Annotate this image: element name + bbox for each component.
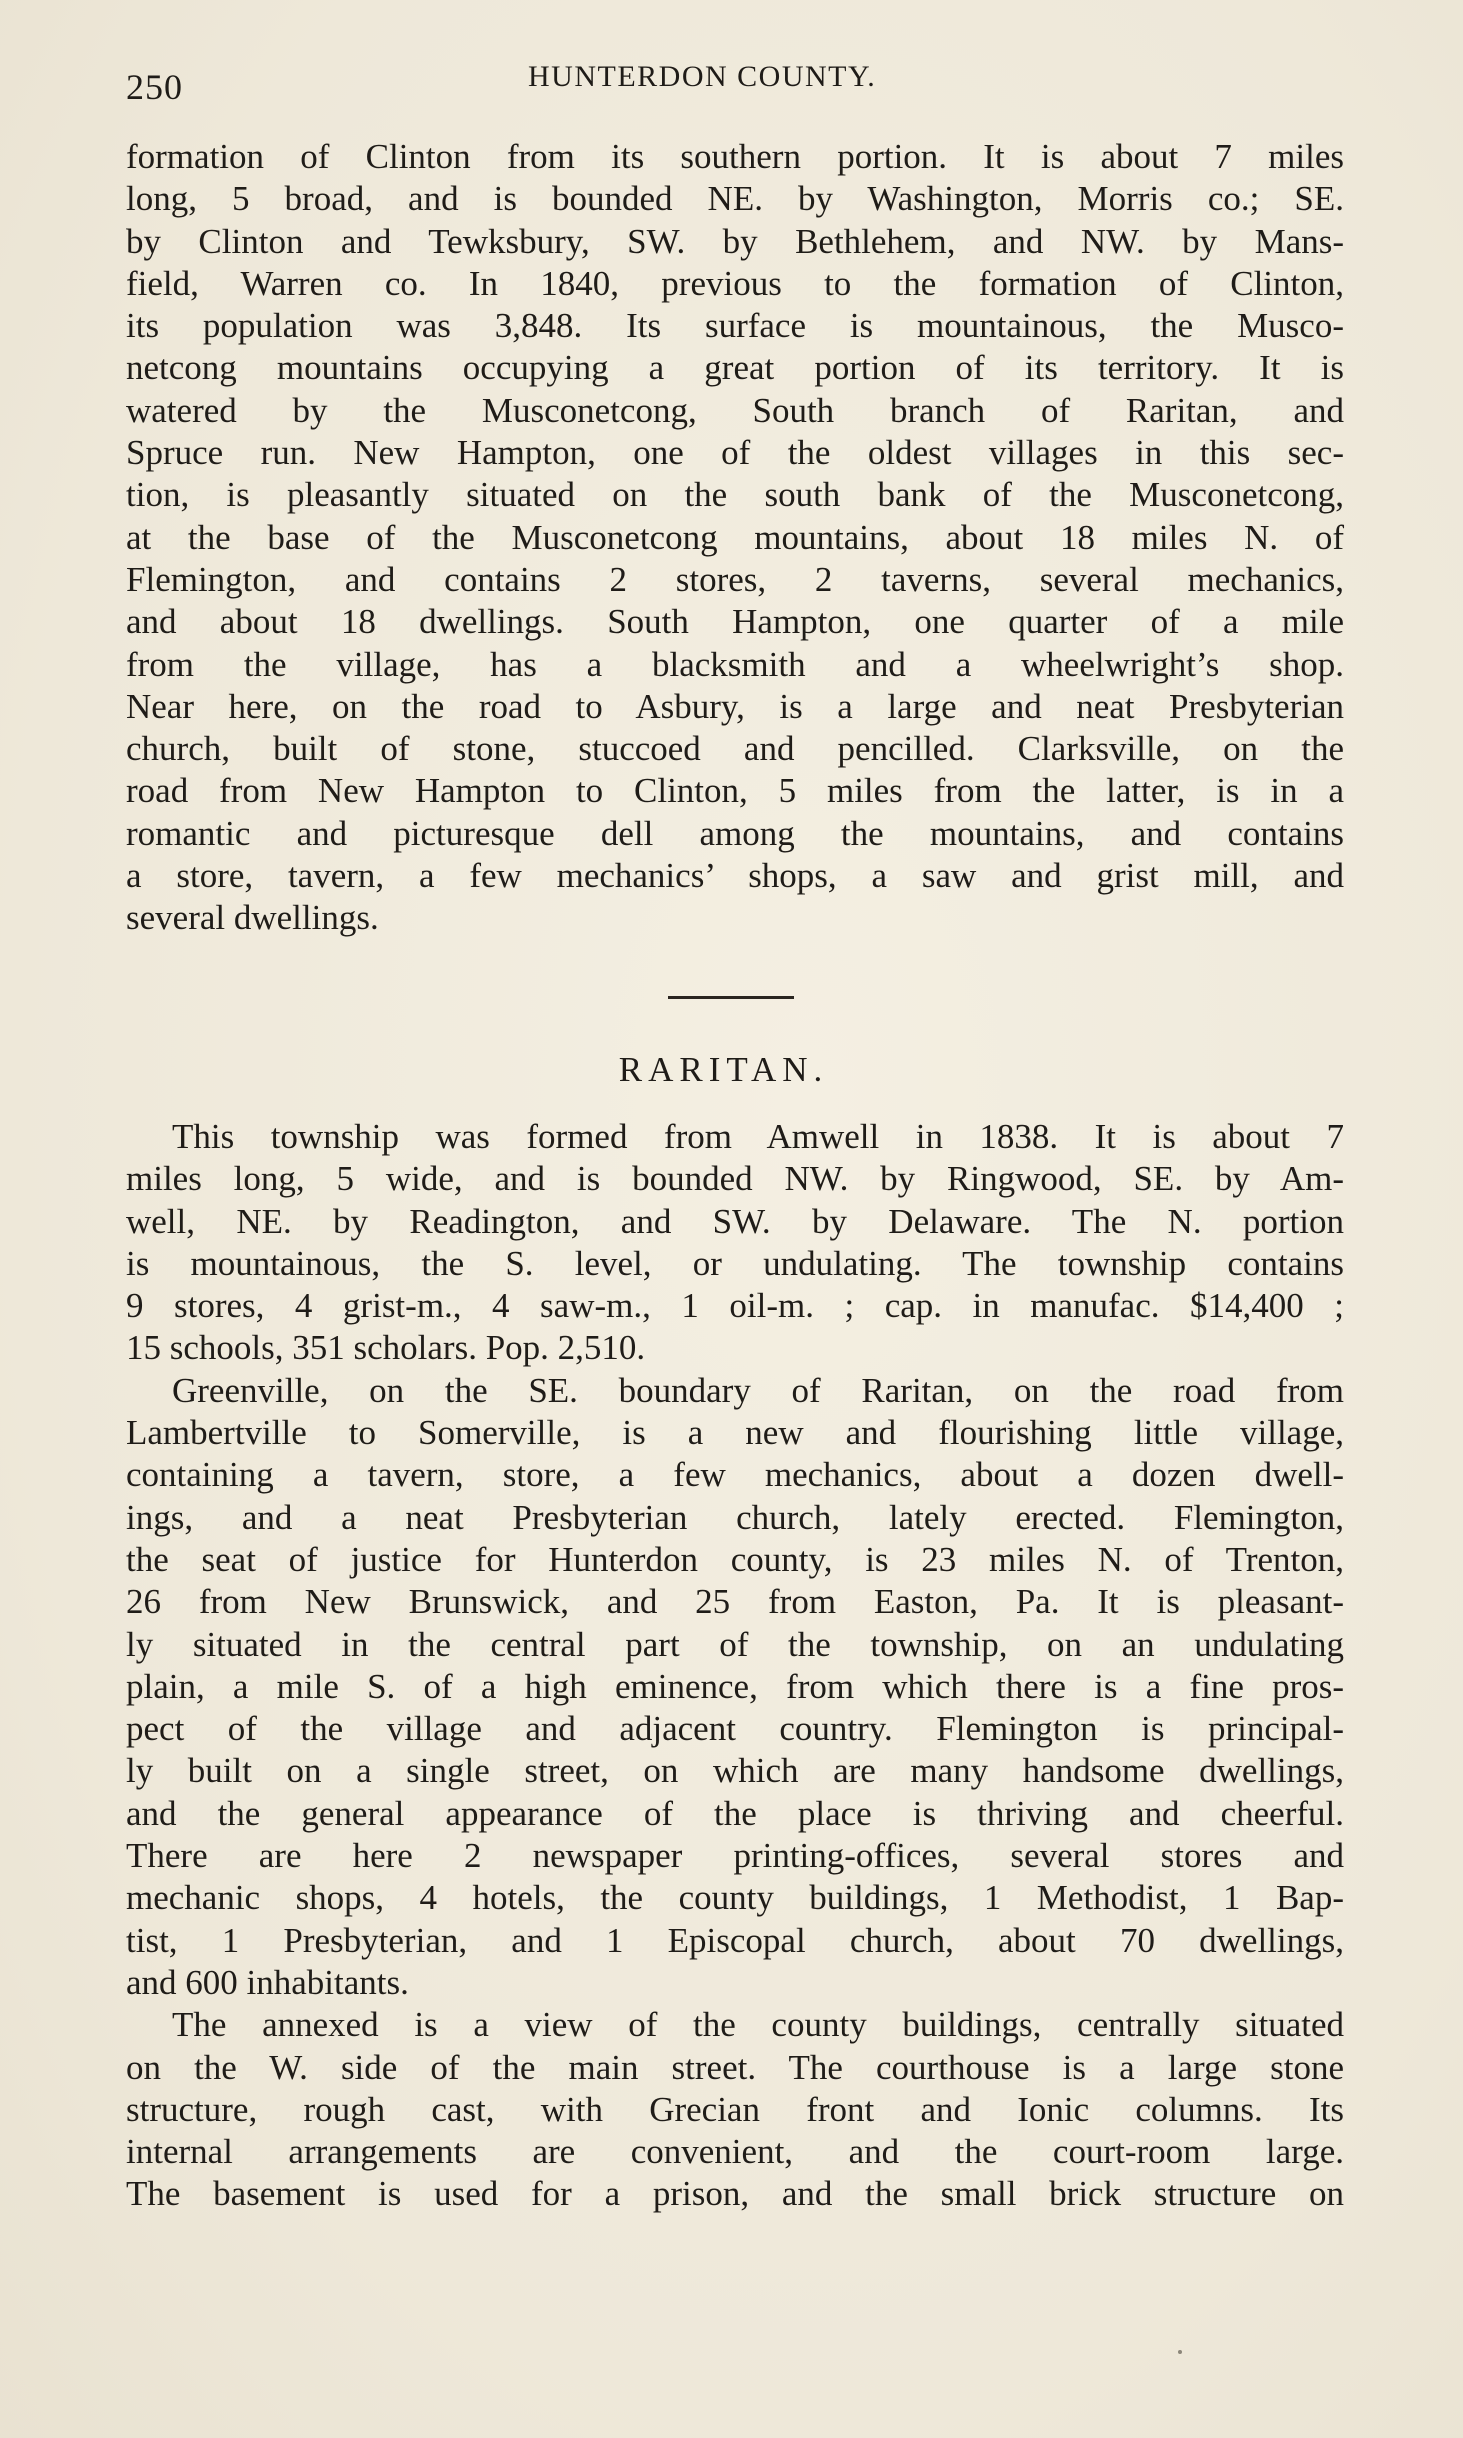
text-line: long, 5 broad, and is bounded NE. by Washington, Morris co.; SE. — [126, 179, 1344, 219]
text-line: well, NE. by Readington, and SW. by Delaware. The N. portion — [126, 1201, 1344, 1241]
text-line: pect of the village and adjacent country. Flemington is principal- — [126, 1709, 1344, 1749]
text-line: structure, rough cast, with Grecian front and Ionic columns. Its — [126, 2089, 1344, 2129]
text-line: There are here 2 newspaper printing-offices, several stores and — [126, 1836, 1344, 1876]
text-line: romantic and picturesque dell among the mountains, and contains — [126, 813, 1344, 853]
text-line: The annexed is a view of the county buildings, centrally situated — [172, 2005, 1344, 2045]
text-line: a store, tavern, a few mechanics’ shops, a saw and grist mill, and — [126, 856, 1344, 896]
page-header — [126, 58, 1346, 108]
text-line: on the W. side of the main street. The courthouse is a large stone — [126, 2047, 1344, 2087]
section-title — [0, 1050, 1463, 1090]
text-line: church, built of stone, stuccoed and pencilled. Clarksville, on the — [126, 729, 1344, 769]
text-line: containing a tavern, store, a few mechanics, about a dozen dwell- — [126, 1455, 1344, 1495]
text-line: tion, is pleasantly situated on the south bank of the Musconetcong, — [126, 475, 1344, 515]
text-line: ly situated in the central part of the township, on an undulating — [126, 1624, 1344, 1664]
text-line: Near here, on the road to Asbury, is a large and neat Presbyterian — [126, 686, 1344, 726]
text-line: at the base of the Musconetcong mountains, about 18 miles N. of — [126, 517, 1344, 557]
text-line: ly built on a single street, on which are many handsome dwellings, — [126, 1751, 1344, 1791]
text-line: This township was formed from Amwell in 1838. It is about 7 — [172, 1117, 1344, 1156]
text-line: Spruce run. New Hampton, one of the oldest villages in this sec- — [126, 433, 1344, 473]
text-line: Greenville, on the SE. boundary of Raritan, on the road from — [172, 1370, 1344, 1410]
raritan-section-body — [126, 1116, 1344, 2216]
text-line: and the general appearance of the place is thriving and cheerful. — [126, 1793, 1344, 1833]
paper-speck — [1178, 2350, 1182, 2354]
page-number: 250 — [126, 67, 183, 107]
text-line: formation of Clinton from its southern portion. It is about 7 miles — [126, 137, 1344, 176]
text-line: 9 stores, 4 grist-m., 4 saw-m., 1 oil-m. ; cap. in manufac. $14,400 ; — [126, 1286, 1344, 1326]
text-line: 15 schools, 351 scholars. Pop. 2,510. — [126, 1328, 646, 1368]
section-title-text: RARITAN. — [618, 1050, 829, 1089]
text-line: its population was 3,848. Its surface is mountainous, the Musco- — [126, 306, 1344, 346]
text-line: road from New Hampton to Clinton, 5 miles from the latter, is in a — [126, 771, 1344, 811]
continued-paragraph — [126, 136, 1344, 940]
text-line: from the village, has a blacksmith and a wheelwright’s shop. — [126, 644, 1344, 684]
text-line: by Clinton and Tewksbury, SW. by Bethlehem, and NW. by Mans- — [126, 221, 1344, 261]
text-line: tist, 1 Presbyterian, and 1 Episcopal church, about 70 dwellings, — [126, 1920, 1344, 1960]
running-head: HUNTERDON COUNTY. — [528, 60, 877, 93]
text-line: The basement is used for a prison, and the small brick structure on — [126, 2174, 1344, 2214]
section-divider-rule — [668, 996, 794, 999]
text-line: miles long, 5 wide, and is bounded NW. by Ringwood, SE. by Am- — [126, 1159, 1344, 1199]
text-line: ings, and a neat Presbyterian church, lately erected. Flemington, — [126, 1497, 1344, 1537]
text-line: netcong mountains occupying a great portion of its territory. It is — [126, 348, 1344, 388]
text-line: and about 18 dwellings. South Hampton, one quarter of a mile — [126, 602, 1344, 642]
text-line: the seat of justice for Hunterdon county, is 23 miles N. of Trenton, — [126, 1539, 1344, 1579]
text-line: 26 from New Brunswick, and 25 from Easton, Pa. It is pleasant- — [126, 1582, 1344, 1622]
text-line: Lambertville to Somerville, is a new and flourishing little village, — [126, 1413, 1344, 1453]
text-line: watered by the Musconetcong, South branch of Raritan, and — [126, 390, 1344, 430]
text-line: and 600 inhabitants. — [126, 1962, 409, 2002]
text-line: Flemington, and contains 2 stores, 2 taverns, several mechanics, — [126, 559, 1344, 599]
text-line: several dwellings. — [126, 898, 379, 938]
text-line: field, Warren co. In 1840, previous to the formation of Clinton, — [126, 263, 1344, 303]
text-line: is mountainous, the S. level, or undulating. The township contains — [126, 1243, 1344, 1283]
text-line: plain, a mile S. of a high eminence, from which there is a fine pros- — [126, 1666, 1344, 1706]
text-line: internal arrangements are convenient, and the court-room large. — [126, 2132, 1344, 2172]
text-line: mechanic shops, 4 hotels, the county buildings, 1 Methodist, 1 Bap- — [126, 1878, 1344, 1918]
